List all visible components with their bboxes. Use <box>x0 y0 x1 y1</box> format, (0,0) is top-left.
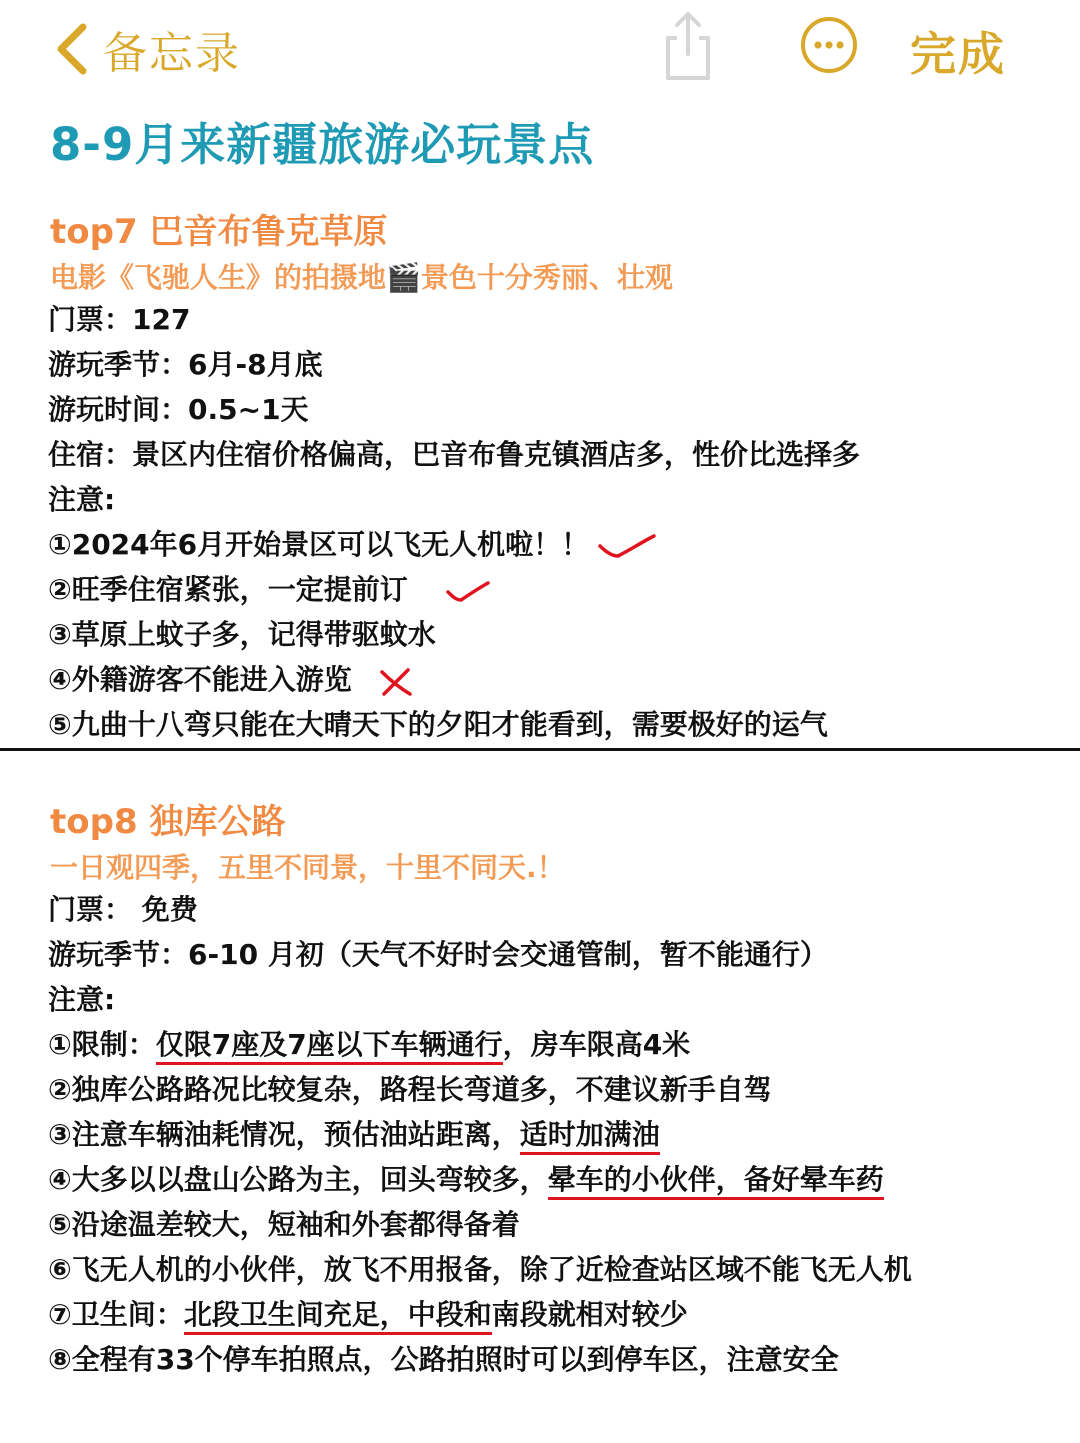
underlined-text: 北段卫生间充足，中段和 <box>184 1298 492 1335</box>
tip-item: ⑥飞无人机的小伙伴，放飞不用报备，除了近检查站区域不能飞无人机 <box>48 1253 912 1286</box>
note-title: 8-9月来新疆旅游必玩景点 <box>50 118 595 171</box>
back-button[interactable] <box>55 14 241 84</box>
tip-item: ③草原上蚊子多，记得带驱蚊水 <box>48 618 436 651</box>
notice-label: 注意: <box>48 483 116 516</box>
chevron-left-icon <box>55 23 89 75</box>
tip-text: ③注意车辆油耗情况，预估油站距离， <box>48 1118 520 1151</box>
tip-item: ②旺季住宿紧张，一定提前订 <box>48 573 408 606</box>
done-button[interactable]: 完成 <box>910 27 1006 81</box>
checkmark-icon <box>444 578 492 608</box>
notice-label: 注意: <box>48 983 116 1016</box>
nav-bar <box>0 0 1080 100</box>
tip-item: ①2024年6月开始景区可以飞无人机啦！！ <box>48 528 590 561</box>
more-icon <box>800 16 858 74</box>
share-button[interactable] <box>658 8 718 82</box>
season-line: 游玩季节：6-10 月初（天气不好时会交通管制，暂不能通行） <box>48 938 828 971</box>
tip-item <box>48 1115 660 1155</box>
tip-item: ④外籍游客不能进入游览 <box>48 663 352 696</box>
underlined-text: 适时加满油 <box>520 1118 660 1155</box>
tip-item: ⑧全程有33个停车拍照点，公路拍照时可以到停车区，注意安全 <box>48 1343 839 1376</box>
subtitle-text: 电影《飞驰人生》的拍摄地 <box>50 261 387 294</box>
duration-line: 游玩时间：0.5~1天 <box>48 393 309 426</box>
section-heading-top7: top7 巴音布鲁克草原 <box>50 212 388 252</box>
section-subtitle-top7 <box>50 256 673 296</box>
subtitle-text: 景色十分秀丽、壮观 <box>420 261 673 294</box>
tip-text: ，房车限高4米 <box>502 1028 691 1061</box>
tip-item <box>48 1295 688 1335</box>
section-heading-top8: top8 独库公路 <box>50 802 286 842</box>
tip-text: 南段就相对较少 <box>491 1298 688 1331</box>
underlined-text: 晕车的小伙伴，备好晕车药 <box>548 1163 884 1200</box>
tip-item: ⑤九曲十八弯只能在大晴天下的夕阳才能看到，需要极好的运气 <box>48 708 828 741</box>
tip-text: ④大多以以盘山公路为主，回头弯较多， <box>48 1163 548 1196</box>
more-options-button[interactable] <box>800 16 858 74</box>
section-subtitle-top8: 一日观四季，五里不同景，十里不同天.！ <box>50 851 565 884</box>
clapperboard-icon: 🎬 <box>386 261 421 294</box>
tip-item: ②独库公路路况比较复杂，路程长弯道多，不建议新手自驾 <box>48 1073 772 1106</box>
tip-item <box>48 1025 690 1065</box>
tip-text: ①限制： <box>48 1028 156 1061</box>
cross-mark-icon <box>378 666 414 698</box>
tip-item <box>48 1160 884 1200</box>
lodging-line: 住宿：景区内住宿价格偏高，巴音布鲁克镇酒店多，性价比选择多 <box>48 438 861 471</box>
underlined-text: 仅限7座及7座以下车辆通行 <box>156 1028 503 1065</box>
tip-item: ⑤沿途温差较大，短袖和外套都得备着 <box>48 1208 520 1241</box>
ticket-line: 门票：127 <box>48 303 191 336</box>
season-line: 游玩季节：6月-8月底 <box>48 348 323 381</box>
section-divider <box>0 748 1080 751</box>
checkmark-icon <box>596 530 658 564</box>
tip-text: ⑦卫生间： <box>48 1298 184 1331</box>
share-icon <box>658 8 718 82</box>
ticket-line: 门票： 免费 <box>48 893 198 926</box>
back-label: 备忘录 <box>103 28 241 79</box>
